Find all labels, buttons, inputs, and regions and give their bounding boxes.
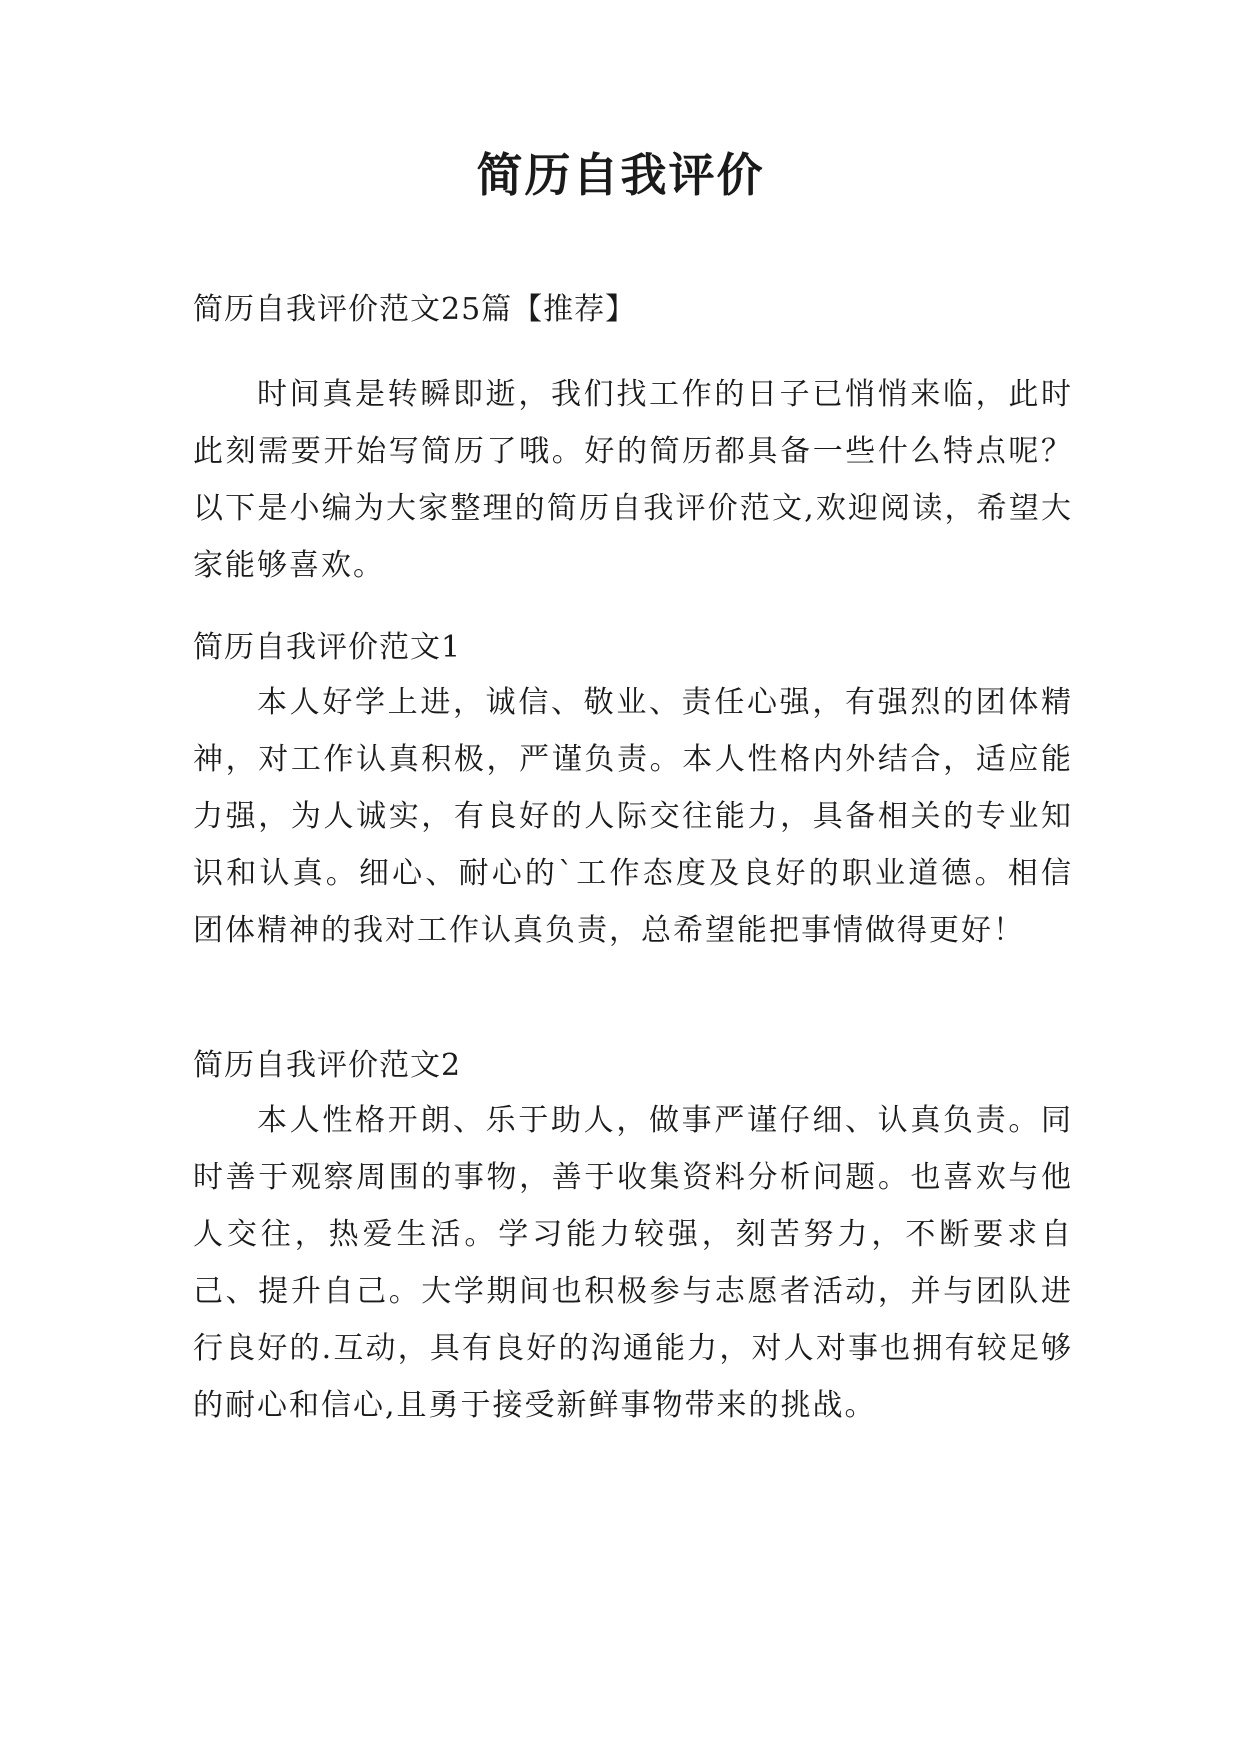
- document-subtitle: 简历自我评价范文25篇【推荐】: [193, 292, 637, 327]
- document-title: 简历自我评价: [476, 148, 765, 202]
- section-paragraph-2: 本人性格开朗、乐于助人，做事严谨仔细、认真负责。同时善于观察周围的事物，善于收集资料分析问题。也喜欢与他人交往，热爱生活。学习能力较强，刻苦努力，不断要求自己、提升自己。大学期间也积极参与志愿者活动，并与团队进行良好的.互动，具有良好的沟通能力，对人对事也拥有较足够的耐心和信心,且勇于接受新鲜事物带来的挑战。: [193, 1103, 1073, 1423]
- section-heading-1: 简历自我评价范文1: [193, 630, 462, 665]
- intro-paragraph: 时间真是转瞬即逝，我们找工作的日子已悄悄来临，此时此刻需要开始写简历了哦。好的简历都具备一些什么特点呢？以下是小编为大家整理的简历自我评价范文,欢迎阅读，希望大家能够喜欢。: [193, 377, 1073, 583]
- section-paragraph-1: 本人好学上进，诚信、敬业、责任心强，有强烈的团体精神，对工作认真积极，严谨负责。本人性格内外结合，适应能力强，为人诚实，有良好的人际交往能力，具备相关的专业知识和认真。细心、耐心的`工作态度及良好的职业道德。相信团体精神的我对工作认真负责，总希望能把事情做得更好！: [193, 685, 1073, 948]
- section-heading-2: 简历自我评价范文2: [193, 1048, 462, 1083]
